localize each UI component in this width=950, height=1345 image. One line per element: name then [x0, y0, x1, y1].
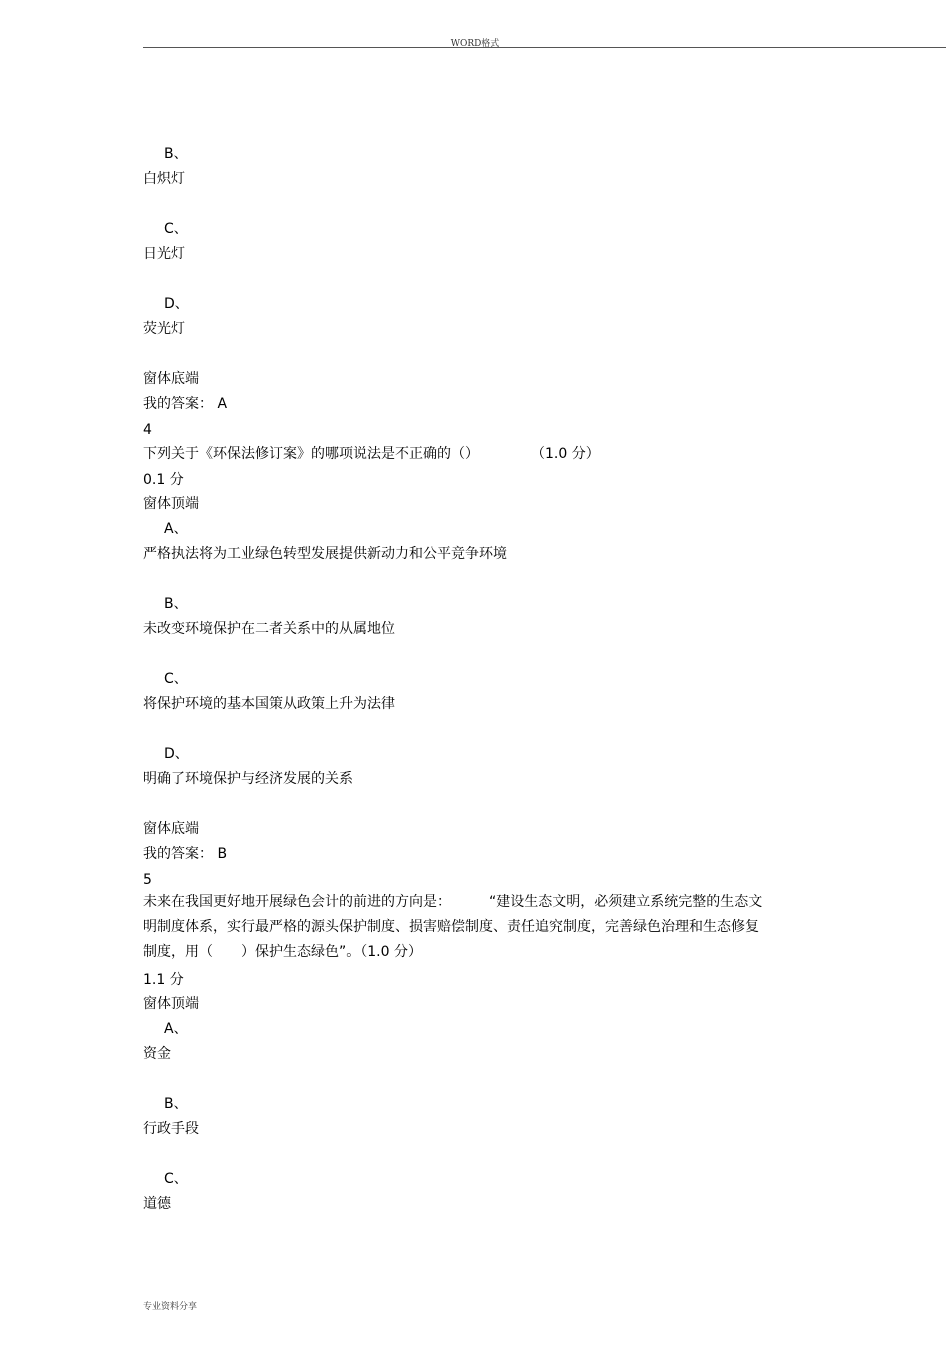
- q5-option-b-text: 行政手段: [143, 1121, 199, 1137]
- page-header: WORD格式: [450, 39, 500, 49]
- q4-form-top-marker: 窗体顶端: [143, 496, 199, 512]
- q5-option-a-text: 资金: [143, 1046, 171, 1062]
- q5-question-quote: “建设生态文明，必须建立系统完整的生态文明制度体系，实行最严格的源头保护制度、损害赔偿制度、责任追究制度，完善绿色治理和生态修复制度，用（ ）保护生态绿色”。（1.0 分）: [143, 894, 763, 960]
- q5-option-b-letter: B、: [164, 1096, 188, 1112]
- q5-option-a-letter: A、: [164, 1021, 188, 1037]
- header-rule: [143, 47, 946, 48]
- q4-option-a-text: 严格执法将为工业绿色转型发展提供新动力和公平竞争环境: [143, 546, 507, 562]
- q4-points: （1.0 分）: [531, 446, 600, 462]
- q4-score: 0.1 分: [143, 472, 184, 488]
- q3-option-c-letter: C、: [164, 221, 188, 237]
- q3-form-bottom-marker: 窗体底端: [143, 371, 199, 387]
- q4-question-line: [143, 445, 600, 463]
- q4-option-b-text: 未改变环境保护在二者关系中的从属地位: [143, 621, 395, 637]
- q5-question-lead: 未来在我国更好地开展绿色会计的前进的方向是：: [143, 894, 451, 910]
- q3-option-b-text: 白炽灯: [143, 171, 185, 187]
- q5-form-top-marker: 窗体顶端: [143, 996, 199, 1012]
- q4-option-c-text: 将保护环境的基本国策从政策上升为法律: [143, 696, 395, 712]
- q4-my-answer: 我的答案： B: [143, 846, 228, 862]
- q5-score: 1.1 分: [143, 972, 184, 988]
- q4-option-a-letter: A、: [164, 521, 188, 537]
- q4-option-d-text: 明确了环境保护与经济发展的关系: [143, 771, 353, 787]
- q4-option-b-letter: B、: [164, 596, 188, 612]
- q5-question-paragraph: [143, 890, 768, 965]
- q3-option-d-letter: D、: [164, 296, 189, 312]
- q4-number: 4: [143, 422, 152, 438]
- q5-number: 5: [143, 872, 152, 888]
- page-footer: 专业资料分享: [143, 1302, 198, 1312]
- q3-option-d-text: 荧光灯: [143, 321, 185, 337]
- q3-option-b-letter: B、: [164, 146, 188, 162]
- q3-option-c-text: 日光灯: [143, 246, 185, 262]
- q4-option-d-letter: D、: [164, 746, 189, 762]
- q3-my-answer: 我的答案： A: [143, 396, 228, 412]
- q5-option-c-text: 道德: [143, 1196, 171, 1212]
- q4-option-c-letter: C、: [164, 671, 188, 687]
- q4-question-text: 下列关于《环保法修订案》的哪项说法是不正确的（）: [143, 446, 479, 462]
- q5-option-c-letter: C、: [164, 1171, 188, 1187]
- q4-form-bottom-marker: 窗体底端: [143, 821, 199, 837]
